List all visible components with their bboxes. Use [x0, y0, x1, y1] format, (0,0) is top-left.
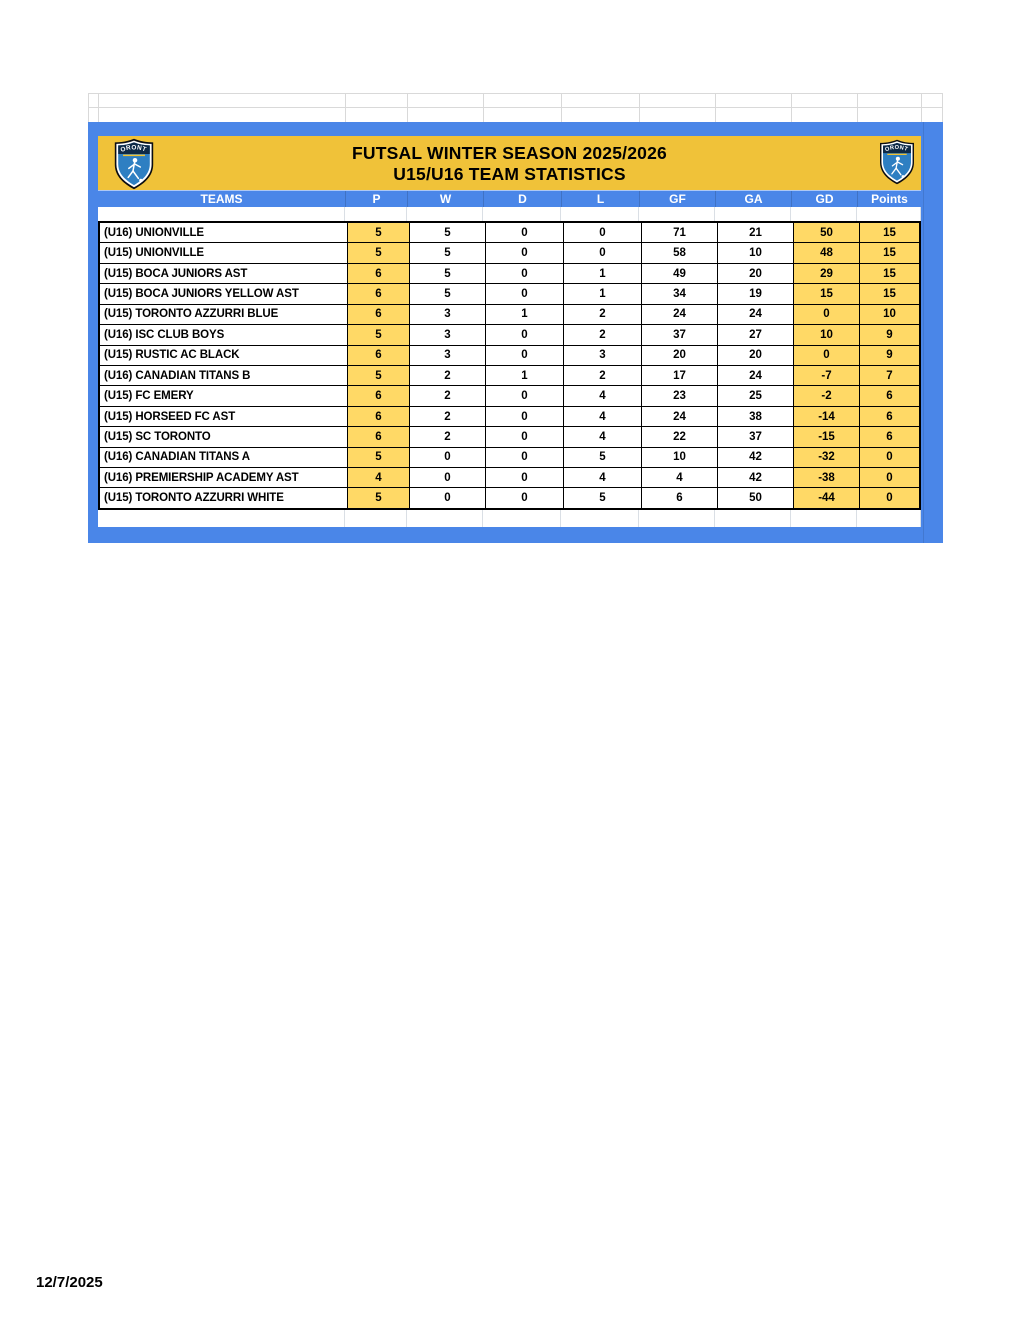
- stat-cell: 4: [563, 407, 641, 426]
- stat-cell: 29: [793, 264, 859, 283]
- stat-cell: 1: [485, 366, 563, 385]
- stat-cell: -44: [793, 488, 859, 507]
- grid-cell: [715, 207, 791, 221]
- stat-cell: 9: [859, 325, 919, 344]
- team-name-cell: (U15) BOCA JUNIORS YELLOW AST: [104, 287, 299, 300]
- stat-cell: 5: [347, 223, 409, 242]
- stat-cell: 19: [717, 284, 793, 303]
- column-header-p: P: [345, 191, 407, 207]
- team-name-cell: (U16) PREMIERSHIP ACADEMY AST: [104, 471, 299, 484]
- table-row: [100, 324, 919, 344]
- stat-cell: 37: [717, 427, 793, 446]
- stat-cell: 6: [347, 346, 409, 365]
- stat-cell: 3: [563, 346, 641, 365]
- grid-line-vertical: [857, 93, 858, 122]
- stat-cell: 6: [641, 488, 717, 507]
- grid-line-horizontal: [88, 107, 943, 108]
- stat-cell: 5: [409, 223, 485, 242]
- grid-cell: [407, 207, 483, 221]
- stat-cell: 50: [717, 488, 793, 507]
- column-header-gd: GD: [791, 191, 857, 207]
- team-name-cell: (U15) SC TORONTO: [104, 430, 211, 443]
- stat-cell: 6: [347, 427, 409, 446]
- title-banner: [98, 136, 921, 190]
- standings-table: [98, 221, 921, 510]
- stat-cell: -15: [793, 427, 859, 446]
- stat-cell: 0: [409, 448, 485, 467]
- grid-line-vertical: [921, 93, 922, 122]
- stat-cell: 49: [641, 264, 717, 283]
- stat-cell: 4: [563, 468, 641, 487]
- column-header-teams: TEAMS: [200, 192, 243, 206]
- grid-line-vertical: [561, 93, 562, 122]
- spacer-row-bottom: [98, 510, 921, 527]
- grid-line-right-margin: [923, 122, 924, 543]
- stat-cell: 42: [717, 448, 793, 467]
- stat-cell: 2: [563, 305, 641, 324]
- stat-cell: 0: [485, 346, 563, 365]
- stat-cell: 58: [641, 243, 717, 262]
- stat-cell: 0: [793, 346, 859, 365]
- stat-cell: 5: [347, 366, 409, 385]
- table-row: [100, 263, 919, 283]
- grid-cell: [407, 510, 483, 527]
- stat-cell: 10: [859, 305, 919, 324]
- stat-cell: 0: [859, 448, 919, 467]
- team-name-cell: (U15) HORSEED FC AST: [104, 410, 236, 423]
- column-header-l: L: [561, 191, 639, 207]
- stat-cell: 6: [347, 386, 409, 405]
- stats-subtitle: U15/U16 TEAM STATISTICS: [393, 163, 626, 184]
- stat-cell: 10: [641, 448, 717, 467]
- team-name-cell: (U15) FC EMERY: [104, 390, 194, 403]
- column-header-w: W: [407, 191, 483, 207]
- grid-cell: [857, 207, 921, 221]
- stat-cell: 4: [641, 468, 717, 487]
- table-row: [100, 447, 919, 467]
- stat-cell: 24: [717, 305, 793, 324]
- stat-cell: 27: [717, 325, 793, 344]
- stat-cell: 0: [485, 448, 563, 467]
- season-title: FUTSAL WINTER SEASON 2025/2026: [352, 142, 667, 163]
- stat-cell: 6: [347, 264, 409, 283]
- grid-line-vertical: [88, 93, 89, 122]
- grid-line-vertical: [483, 93, 484, 122]
- stat-cell: 0: [485, 488, 563, 507]
- team-name-cell: (U15) UNIONVILLE: [104, 247, 204, 260]
- stat-cell: 20: [641, 346, 717, 365]
- stat-cell: -14: [793, 407, 859, 426]
- print-date: 12/7/2025: [36, 1274, 103, 1291]
- stat-cell: 0: [485, 223, 563, 242]
- spacer-row-top: [98, 207, 921, 221]
- stat-cell: 71: [641, 223, 717, 242]
- stat-cell: 2: [409, 427, 485, 446]
- column-header-points: Points: [857, 191, 921, 207]
- club-crest-left-icon: [111, 138, 157, 190]
- stat-cell: 1: [563, 264, 641, 283]
- stat-cell: 38: [717, 407, 793, 426]
- stat-cell: 20: [717, 346, 793, 365]
- stat-cell: 5: [563, 488, 641, 507]
- stat-cell: 5: [347, 448, 409, 467]
- stat-cell: 24: [717, 366, 793, 385]
- stat-cell: 9: [859, 346, 919, 365]
- stat-cell: -7: [793, 366, 859, 385]
- table-row: [100, 283, 919, 303]
- grid-cell: [791, 207, 857, 221]
- team-name-cell: (U16) CANADIAN TITANS B: [104, 369, 251, 382]
- stat-cell: 22: [641, 427, 717, 446]
- team-name-cell: (U16) CANADIAN TITANS A: [104, 451, 250, 464]
- table-row: [100, 304, 919, 324]
- team-name-cell: (U15) RUSTIC AC BLACK: [104, 349, 240, 362]
- stat-cell: 15: [859, 264, 919, 283]
- stat-cell: 0: [485, 407, 563, 426]
- grid-cell: [98, 510, 345, 527]
- team-name-cell: (U15) BOCA JUNIORS AST: [104, 267, 248, 280]
- stat-cell: 4: [347, 468, 409, 487]
- team-name-cell: (U15) TORONTO AZZURRI BLUE: [104, 308, 279, 321]
- stat-cell: 3: [409, 325, 485, 344]
- stat-cell: -2: [793, 386, 859, 405]
- stat-cell: 15: [859, 284, 919, 303]
- column-header-d: D: [483, 191, 561, 207]
- stat-cell: 6: [859, 407, 919, 426]
- stat-cell: 0: [485, 284, 563, 303]
- stat-cell: 23: [641, 386, 717, 405]
- table-row: [100, 242, 919, 262]
- stat-cell: 6: [347, 284, 409, 303]
- stat-cell: 0: [485, 468, 563, 487]
- stat-cell: 5: [409, 243, 485, 262]
- stat-cell: 0: [563, 243, 641, 262]
- stat-cell: 0: [563, 223, 641, 242]
- stat-cell: 6: [347, 305, 409, 324]
- stat-cell: 6: [859, 427, 919, 446]
- stat-cell: 15: [859, 243, 919, 262]
- stat-cell: 34: [641, 284, 717, 303]
- table-row: [100, 345, 919, 365]
- stat-cell: 10: [717, 243, 793, 262]
- column-header-gf: GF: [639, 191, 715, 207]
- stat-cell: 5: [347, 325, 409, 344]
- stat-cell: 5: [409, 284, 485, 303]
- stat-cell: -38: [793, 468, 859, 487]
- grid-cell: [639, 510, 715, 527]
- grid-cell: [98, 207, 345, 221]
- stat-cell: 0: [485, 264, 563, 283]
- grid-line-vertical: [98, 93, 99, 122]
- spreadsheet-gridlines: [88, 93, 943, 122]
- grid-line-vertical: [407, 93, 408, 122]
- stat-cell: 0: [485, 386, 563, 405]
- stat-cell: 5: [409, 264, 485, 283]
- grid-cell: [791, 510, 857, 527]
- stat-cell: 0: [485, 243, 563, 262]
- stat-cell: 0: [485, 427, 563, 446]
- grid-line-vertical: [942, 93, 943, 122]
- grid-line-vertical: [715, 93, 716, 122]
- table-row: [100, 385, 919, 405]
- column-header-ga: GA: [715, 191, 791, 207]
- table-row: [100, 223, 919, 242]
- grid-line-vertical: [345, 93, 346, 122]
- stat-cell: 2: [409, 386, 485, 405]
- grid-line-vertical: [639, 93, 640, 122]
- table-row: [100, 406, 919, 426]
- grid-cell: [345, 207, 407, 221]
- stat-cell: 4: [563, 427, 641, 446]
- stat-cell: 24: [641, 305, 717, 324]
- grid-cell: [561, 207, 639, 221]
- stat-cell: 0: [409, 468, 485, 487]
- stats-panel: [88, 122, 943, 543]
- table-row: [100, 487, 919, 507]
- club-crest-right-icon: [877, 139, 917, 185]
- stat-cell: 50: [793, 223, 859, 242]
- banner-titles: [98, 136, 921, 190]
- team-name-cell: (U16) ISC CLUB BOYS: [104, 328, 225, 341]
- stat-cell: 42: [717, 468, 793, 487]
- table-row: [100, 467, 919, 487]
- stat-cell: 20: [717, 264, 793, 283]
- stat-cell: 5: [347, 488, 409, 507]
- stat-cell: 48: [793, 243, 859, 262]
- stat-cell: 21: [717, 223, 793, 242]
- grid-cell: [857, 510, 921, 527]
- stat-cell: 2: [409, 366, 485, 385]
- stat-cell: 2: [563, 366, 641, 385]
- table-row: [100, 426, 919, 446]
- stat-cell: 3: [409, 305, 485, 324]
- stat-cell: 10: [793, 325, 859, 344]
- stat-cell: 37: [641, 325, 717, 344]
- grid-cell: [639, 207, 715, 221]
- grid-cell: [483, 207, 561, 221]
- table-header-row: [98, 190, 921, 207]
- team-name-cell: (U16) UNIONVILLE: [104, 226, 204, 239]
- stat-cell: 1: [485, 305, 563, 324]
- stat-cell: 0: [409, 488, 485, 507]
- grid-cell: [483, 510, 561, 527]
- stat-cell: 25: [717, 386, 793, 405]
- stat-cell: 2: [563, 325, 641, 344]
- grid-line-horizontal: [88, 93, 943, 94]
- stat-cell: 0: [859, 468, 919, 487]
- stat-cell: 15: [793, 284, 859, 303]
- team-name-cell: (U15) TORONTO AZZURRI WHITE: [104, 492, 284, 505]
- stat-cell: -32: [793, 448, 859, 467]
- grid-cell: [715, 510, 791, 527]
- stat-cell: 4: [563, 386, 641, 405]
- stat-cell: 17: [641, 366, 717, 385]
- stat-cell: 15: [859, 223, 919, 242]
- stat-cell: 5: [563, 448, 641, 467]
- table-row: [100, 365, 919, 385]
- stat-cell: 6: [859, 386, 919, 405]
- stat-cell: 0: [793, 305, 859, 324]
- stat-cell: 6: [347, 407, 409, 426]
- grid-line-vertical: [791, 93, 792, 122]
- grid-cell: [345, 510, 407, 527]
- stat-cell: 3: [409, 346, 485, 365]
- stat-cell: 24: [641, 407, 717, 426]
- stat-cell: 0: [485, 325, 563, 344]
- stat-cell: 5: [347, 243, 409, 262]
- stat-cell: 0: [859, 488, 919, 507]
- stat-cell: 2: [409, 407, 485, 426]
- stat-cell: 1: [563, 284, 641, 303]
- grid-cell: [561, 510, 639, 527]
- stat-cell: 7: [859, 366, 919, 385]
